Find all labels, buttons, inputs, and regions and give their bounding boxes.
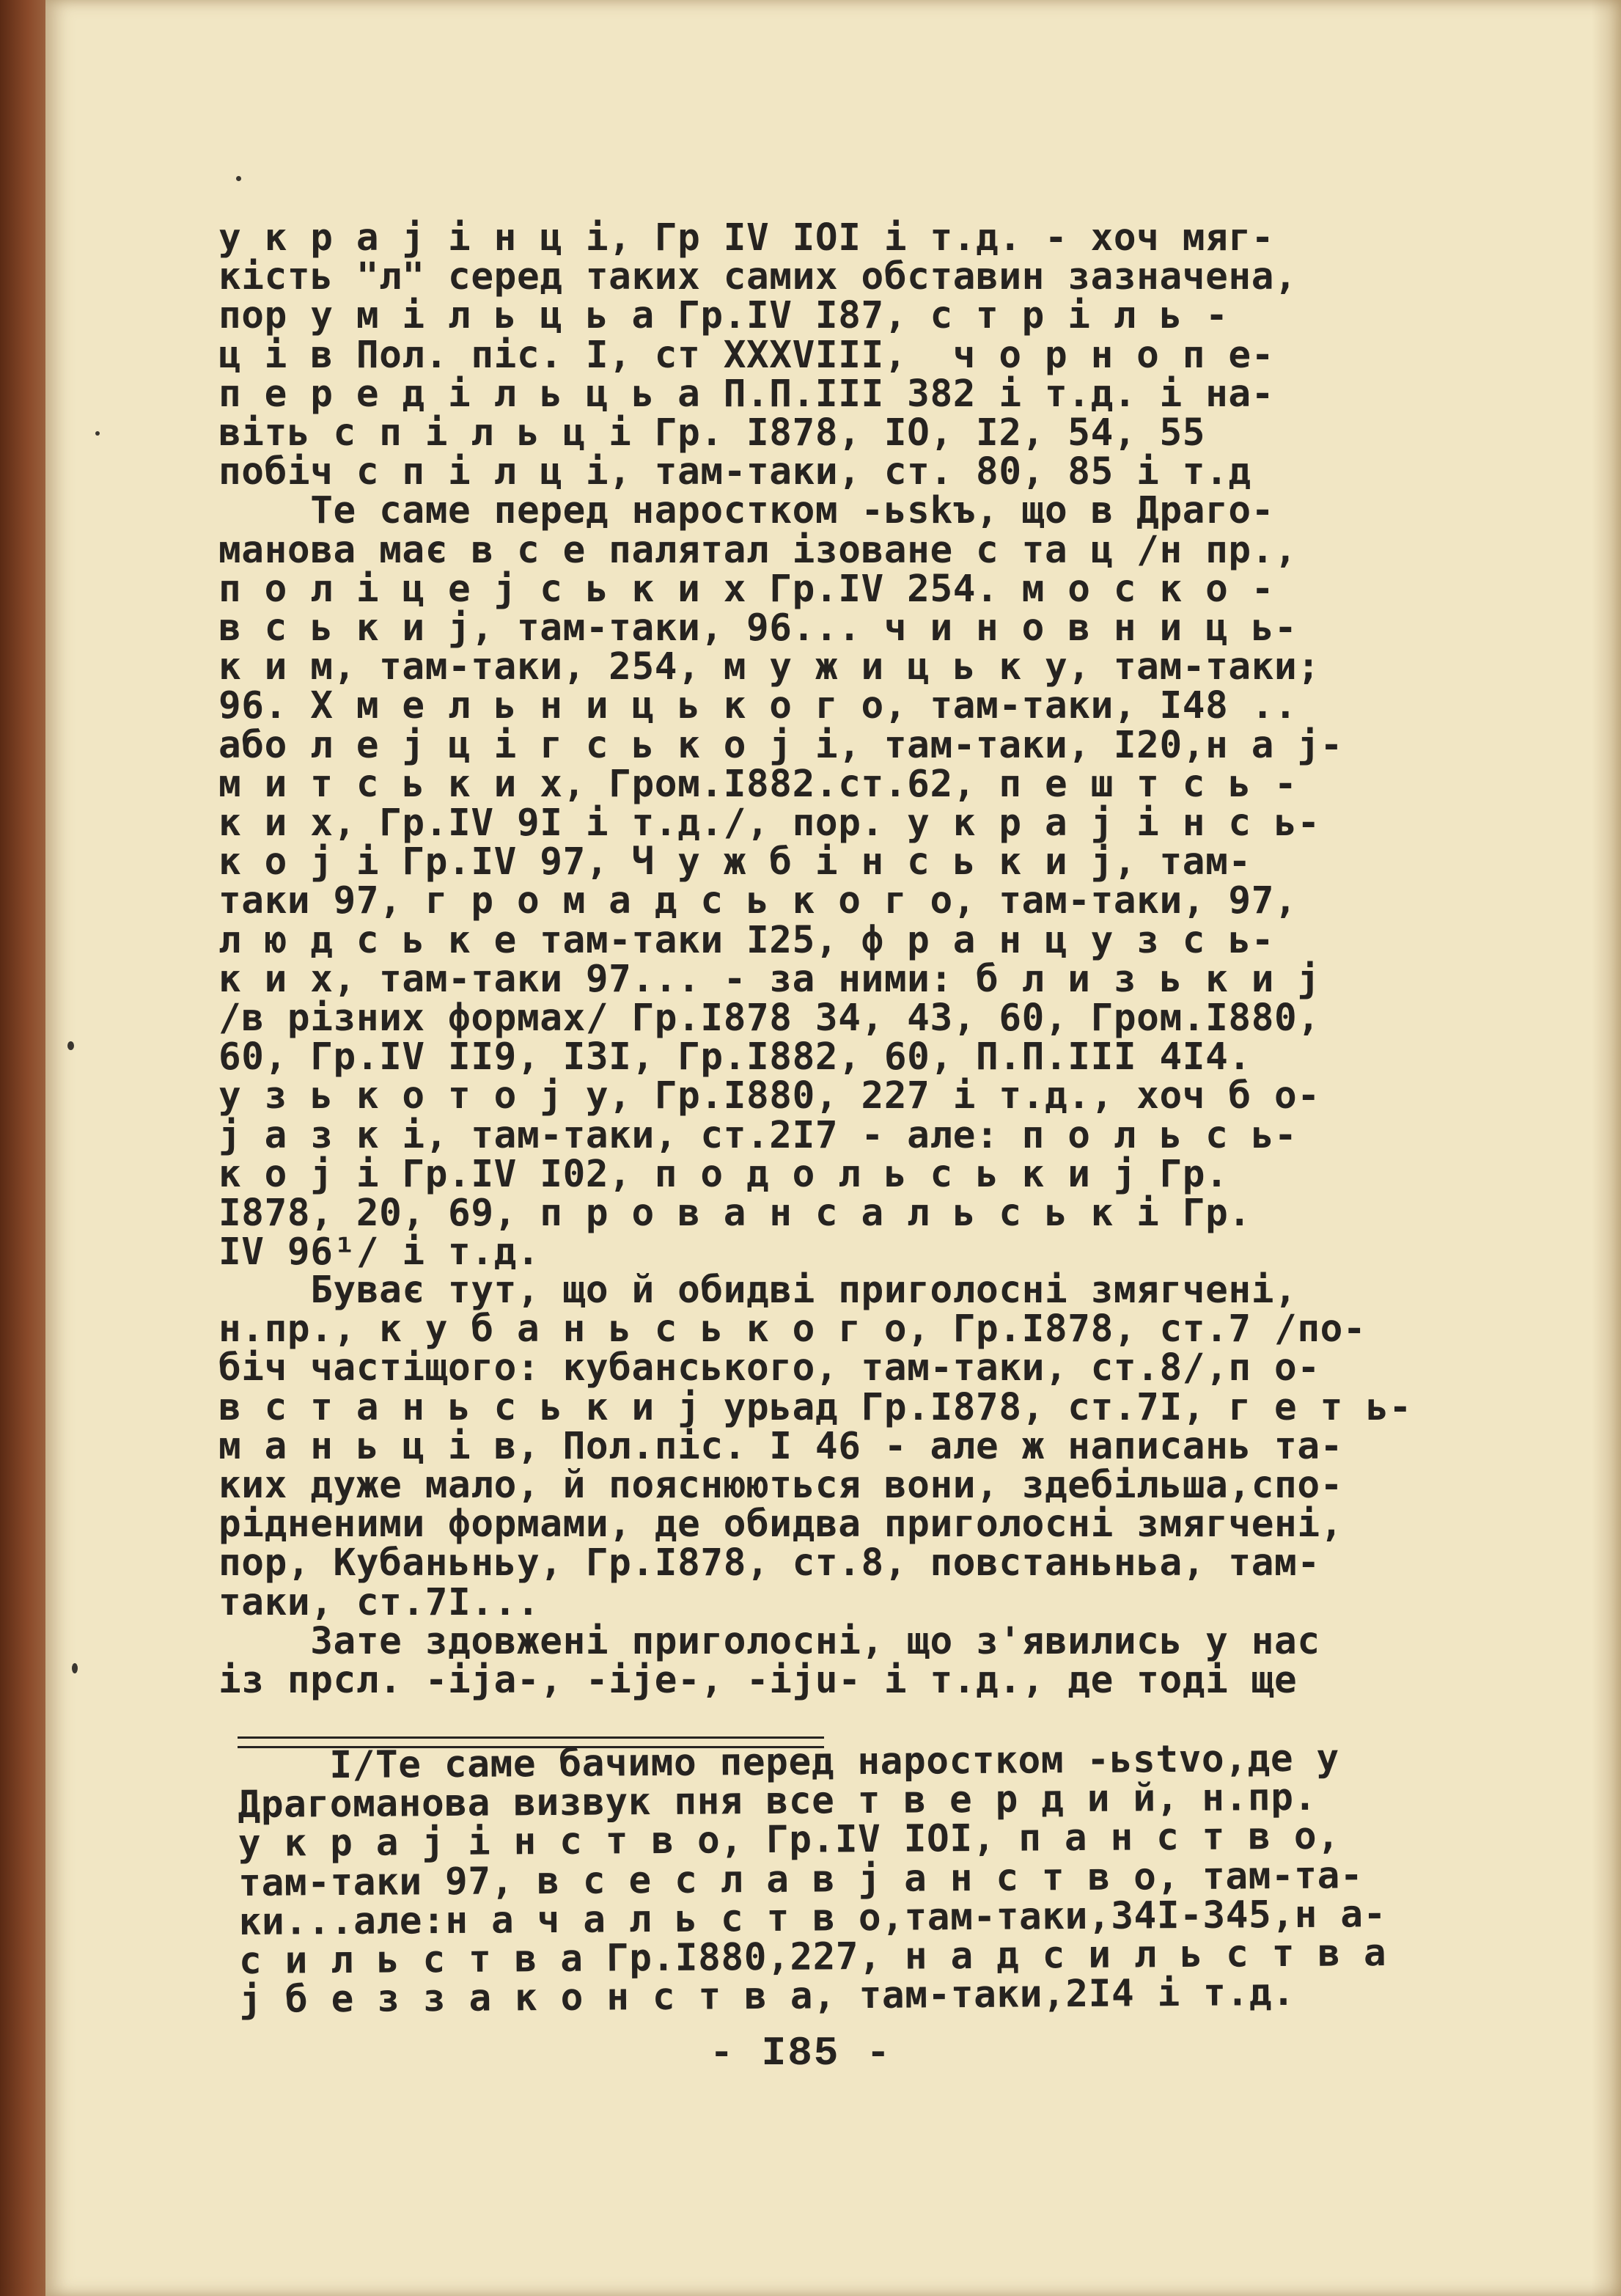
paper-speck: [95, 431, 100, 436]
body-text-second: Буває тут, що й обидві приголосні змягчені, н.пр., к у б а н ь с ь к о г о, Гр.I878, ст.7 /по- біч частіщого: кубанського, там-таки, ст.8/,п о- в с т а н ь с ь к и ј урьад Гр.I878, ст.7I, г е т ь- м а н ь ц і в, Пол.піс. I 46 - але ж написань та- ких дуже мало, й пояснюються вони, здебільша,спо- рідненими формами, де обидва приголосні змягчені, пор, Кубаньньу, Гр.I878, ст.8, повстаньньа, там- таки, ст.7I... Зате здовжені приголосні, що з'явились у нас із прсл. -ija-, -ije-, -iju- і т.д., де тоді ще: [218, 1269, 1412, 1703]
book-binding: [0, 0, 51, 2296]
paper-speck: [67, 1041, 74, 1050]
document-page: [45, 0, 1621, 2296]
footnote-text: I/Те саме бачимо перед наростком -ьstvo,де у Драгоманова визвук пня все т в е р д и й, н.пр. у к р а ј і н с т в о, Гр.IV IOI, п а н с т в о, там-таки 97, в с е с л а в ј а н с т в о, там-та- ки...але:н а ч а л ь с т в о,там-таки,34I-345,н а- с и л ь с т в а Гр.I880,227, н а д с и л ь с т в а ј б е з з а к о н с т в а, там-таки,2I4 і т.д.: [237, 1736, 1387, 2022]
paper-speck: [72, 1663, 78, 1673]
paper-speck: [236, 176, 241, 181]
page-edge-shadow: [1592, 0, 1621, 2296]
body-text-main: у к р а ј і н ц і, Гр IV IOI і т.д. - хоч мяг- кість "л" серед таких самих обставин зазначена, пор у м і л ь ц ь а Гр.IV I87, с т р і л ь - ц і в Пол. піс. I, ст XXXVIII, ч о р н о п е- п е р е д і л ь ц ь а П.П.III 382 і т.д. і на- віть с п і л ь ц і Гр. I878, IO, I2, 54, 55 побіч с п і л ц і, там-таки, ст. 80, 85 і т.д Те саме перед наростком -ьskъ, що в Драго- манова має в с е палятал ізоване с та ц /н пр., п о л і ц е ј с ь к и х Гр.IV 254. м о с к о - в с ь к и ј, там-таки, 96... ч и н о в н и ц ь- к и м, там-таки, 254, м у ж и ц ь к у, там-таки; 96. Х м е л ь н и ц ь к о г о, там-таки, I48 .. або л е ј ц і г с ь к о ј і, там-таки, I20,н а ј- м и т с ь к и х, Гром.I882.ст.62, п е ш т с ь - к и х, Гр.IV 9I і т.д./, пор. у к р а ј і н с ь- к о ј і Гр.IV 97, Ч у ж б і н с ь к и ј, там- таки 97, г р о м а д с ь к о г о, там-таки, 97, л ю д с ь к е там-таки I25, ф р а н ц у з с ь- к и х, там-таки 97... - за ними: б л и з ь к и ј /в різних формах/ Гр.I878 34, 43, 60, Гром.I880, 60, Гр.IV II9, I3I, Гр.I882, 60, П.П.III 4I4. у з ь к о т о ј у, Гр.I880, 227 і т.д., хоч б о- ј а з к і, там-таки, ст.2I7 - але: п о л ь с ь- к о ј і Гр.IV I02, п о д о л ь с ь к и ј Гр. I878, 20, 69, п р о в а н с а л ь с ь к і Гр. IV 96¹/ і т.д.: [218, 216, 1343, 1274]
page-number: - I85 -: [709, 2030, 892, 2077]
